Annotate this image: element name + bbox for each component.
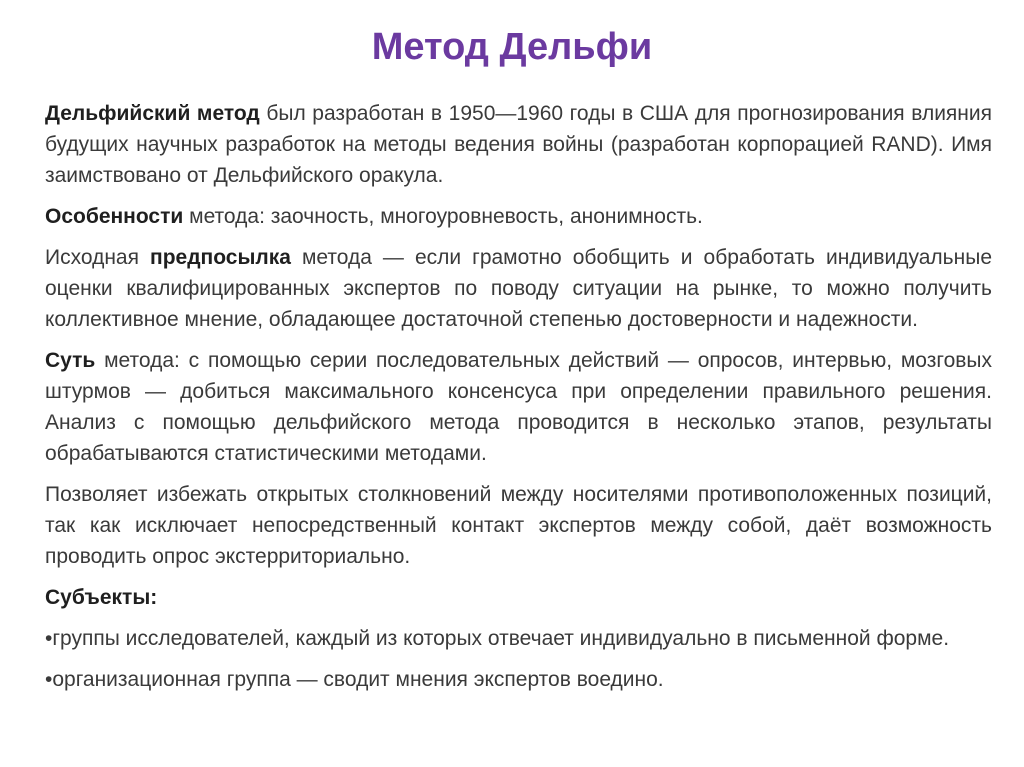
slide-body xyxy=(45,98,992,705)
term-subjects: Субъекты: xyxy=(45,586,158,609)
bullet-organizing-group-text: •организационная группа — сводит мнения экспертов воедино. xyxy=(45,668,664,691)
term-features: Особенности xyxy=(45,205,184,228)
bullet-researcher-groups xyxy=(45,623,992,654)
paragraph-essence-text: метода: с помощью серии последовательных действий — опросов, интервью, мозговых штурмов — добиться максимального консенсуса при определении правильного решения. Анализ с помощью дельфийского метода проводится в несколько этапов, результаты обрабатываются статистическими методами. xyxy=(45,349,992,465)
slide-title: Метод Дельфи xyxy=(371,26,653,68)
paragraph-premise-lead: Исходная xyxy=(45,246,151,269)
paragraph-premise-text: метода — если грамотно обобщить и обработать индивидуальные оценки квалифицированных экспертов по поводу ситуации на рынке, то можно получить коллективное мнение, обладающее достаточной степенью достоверности и надежности. xyxy=(45,246,992,331)
paragraph-premise xyxy=(45,242,992,335)
paragraph-advantage-text: Позволяет избежать открытых столкновений между носителями противоположенных позиций, так как исключает непосредственный контакт экспертов между собой, даёт возможность проводить опрос экстерриториально. xyxy=(45,483,992,568)
term-essence: Суть xyxy=(45,349,96,372)
term-delphi-method: Дельфийский метод xyxy=(45,102,260,125)
paragraph-essence xyxy=(45,345,992,469)
paragraph-features-text: метода: заочность, многоуровневость, анонимность. xyxy=(183,205,703,228)
term-premise: предпосылка xyxy=(150,246,291,269)
paragraph-subjects-heading xyxy=(45,582,992,613)
paragraph-history xyxy=(45,98,992,191)
paragraph-history-text: был разработан в 1950—1960 годы в США для прогнозирования влияния будущих научных разработок на методы ведения войны (разработан корпорацией RAND). Имя заимствовано от Дельфийского оракула. xyxy=(45,102,992,187)
paragraph-advantage xyxy=(45,479,992,572)
paragraph-features xyxy=(45,201,992,232)
bullet-researcher-groups-text: •группы исследователей, каждый из которых отвечает индивидуально в письменной форме. xyxy=(45,627,950,650)
bullet-organizing-group xyxy=(45,664,992,695)
